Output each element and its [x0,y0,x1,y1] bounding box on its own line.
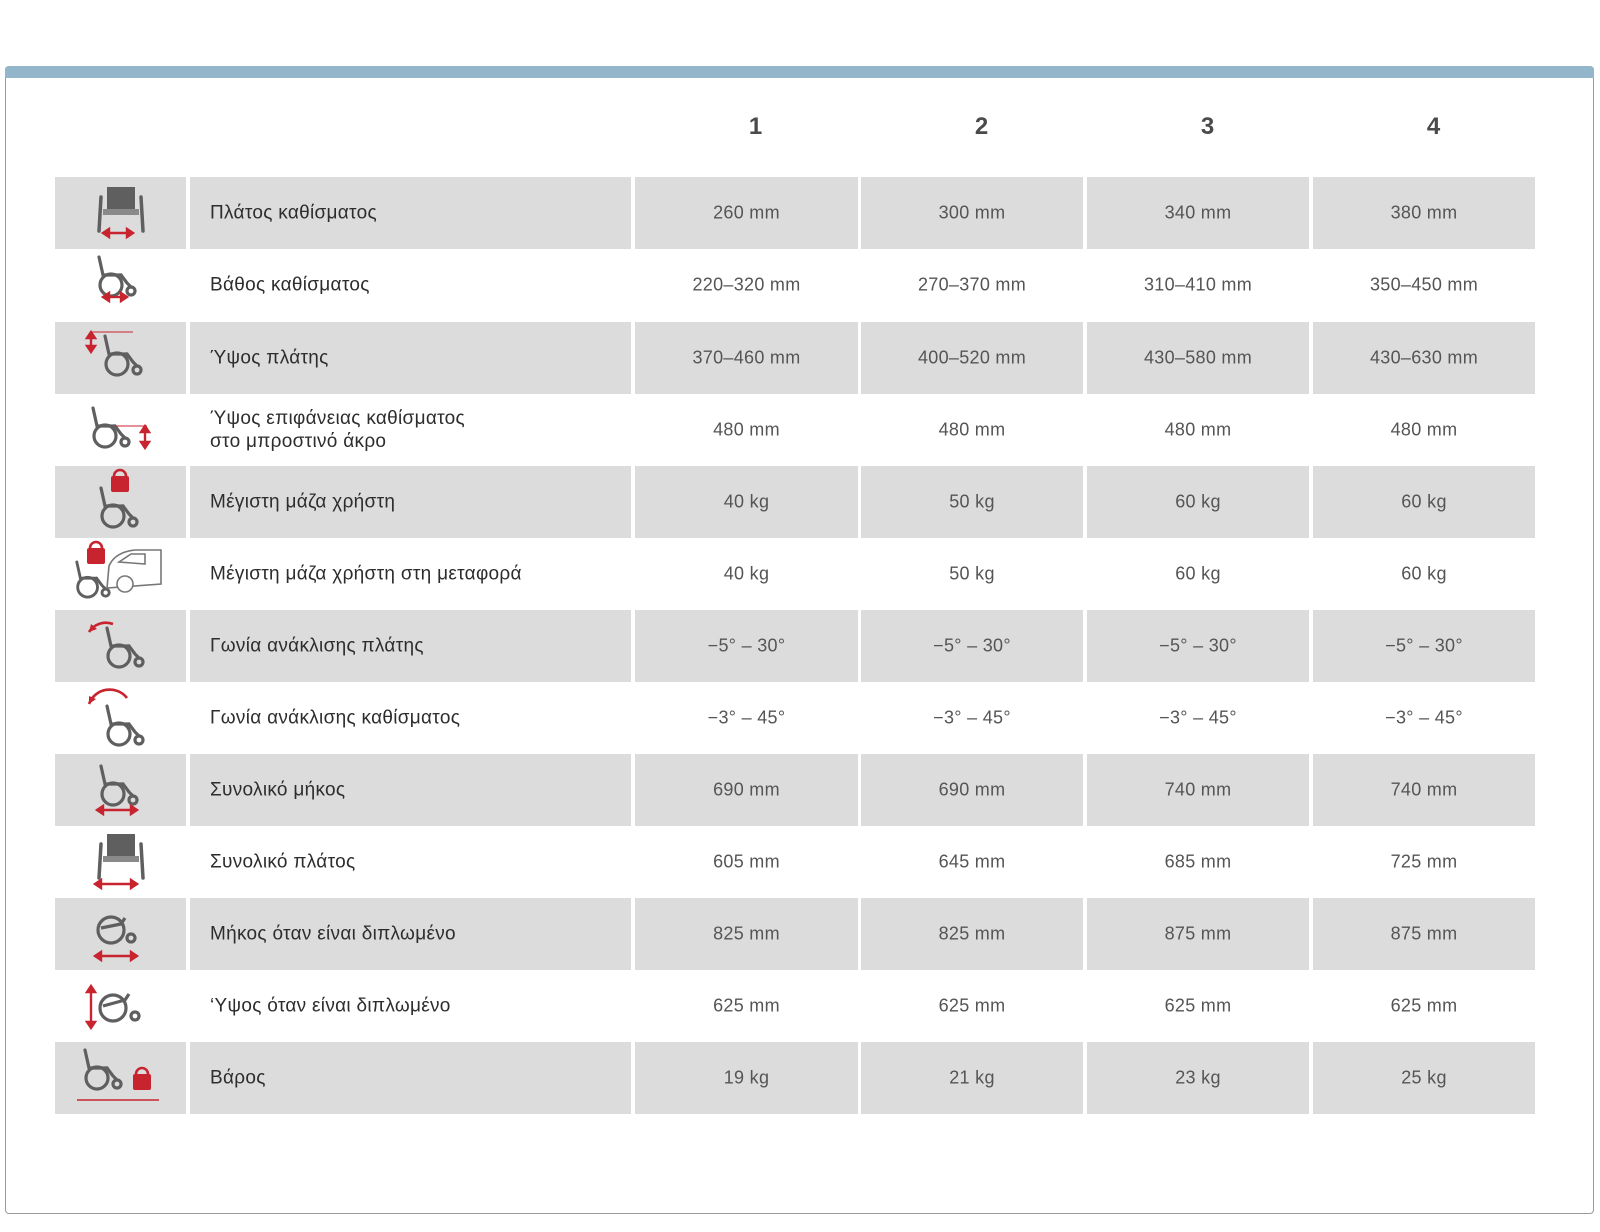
table-row [55,394,1549,466]
row-value: −3° – 45° [707,707,786,728]
table-row [55,249,1549,321]
column-header-3: 3 [1200,113,1215,140]
row-icon-cell [55,538,186,610]
row-label: Μέγιστη μάζα χρήστη [210,491,396,513]
weight-icon [55,1042,186,1114]
row-label-cell [190,177,631,249]
value-cell [861,754,1083,826]
column-header-1: 1 [748,113,763,140]
value-cell [1087,466,1309,538]
card-top-bar [5,66,1594,78]
row-icon-cell [55,466,186,538]
row-icon-cell [55,177,186,249]
value-cell [861,466,1083,538]
row-value: 625 mm [713,995,780,1016]
row-value: 480 mm [938,419,1006,440]
row-label-cell [190,1042,631,1114]
row-icon-cell [55,970,186,1042]
value-cell [1313,898,1535,970]
row-label-cell [190,249,631,321]
max-transport-weight-icon [55,538,186,610]
table-row [55,1042,1549,1114]
row-value: −5° – 30° [933,635,1011,656]
row-label: Μέγιστη μάζα χρήστη στη μεταφορά [210,563,522,585]
row-value: 480 mm [713,419,780,440]
value-cell [861,970,1083,1042]
row-value: 685 mm [1164,851,1232,872]
row-label: Συνολικό πλάτος [210,851,356,873]
value-cell [1313,466,1535,538]
column-header-4: 4 [1426,113,1441,140]
value-cell [635,682,858,754]
value-cell [861,1042,1083,1114]
row-label: Βάρος [210,1067,266,1089]
row-value: 60 kg [1175,563,1221,584]
row-value: 690 mm [713,779,780,800]
row-label: Συνολικό μήκος [210,779,346,801]
row-label-cell [190,826,631,898]
value-cell [861,826,1083,898]
backrest-height-icon [55,322,186,394]
value-cell [635,826,858,898]
row-value: 625 mm [938,995,1006,1016]
value-cell [1313,177,1535,249]
row-value: −3° – 45° [1159,707,1237,728]
table-row [55,538,1549,610]
row-label: Γωνία ανάκλισης πλάτης [210,635,424,657]
value-cell [861,394,1083,466]
table-row [55,610,1549,682]
row-icon-cell [55,322,186,394]
table-row [55,322,1549,394]
value-cell [1087,322,1309,394]
row-value: 50 kg [949,491,995,512]
row-icon-cell [55,249,186,321]
row-value: −5° – 30° [707,635,786,656]
value-cell [1087,682,1309,754]
row-icon-cell [55,826,186,898]
row-label-cell [190,466,631,538]
value-cell [1313,610,1535,682]
row-value: 340 mm [1164,202,1232,223]
table-row [55,754,1549,826]
row-value: 300 mm [938,202,1006,223]
row-label: ‘Υψος όταν είναι διπλωμένο [210,995,451,1017]
value-cell [1313,682,1535,754]
seat-depth-icon [55,249,186,321]
row-value: 60 kg [1175,491,1221,512]
table-row [55,682,1549,754]
row-value: 740 mm [1164,779,1232,800]
row-label: Ύψος πλάτης [210,347,329,369]
row-icon-cell [55,610,186,682]
row-value: 380 mm [1390,202,1458,223]
backrest-recline-icon [55,610,186,682]
row-value: 25 kg [1401,1067,1447,1088]
value-cell [635,466,858,538]
table-row [55,970,1549,1042]
value-cell [1087,754,1309,826]
row-value: 625 mm [1390,995,1458,1016]
row-value: 50 kg [949,563,995,584]
row-value: 430–580 mm [1143,347,1253,368]
value-cell [1087,970,1309,1042]
value-cell [1087,1042,1309,1114]
value-cell [1313,394,1535,466]
row-label: Μήκος όταν είναι διπλωμένο [210,923,456,945]
row-value: −3° – 45° [1385,707,1463,728]
row-value: 60 kg [1401,563,1447,584]
max-user-weight-icon [55,466,186,538]
row-value: 19 kg [723,1067,770,1088]
seat-tilt-icon [55,682,186,754]
value-cell [1087,249,1309,321]
value-cell [1313,970,1535,1042]
seat-front-height-icon [55,394,186,466]
row-value: 725 mm [1390,851,1458,872]
row-icon-cell [55,754,186,826]
value-cell [635,1042,858,1114]
row-value: 220–320 mm [692,274,801,295]
total-length-icon [55,754,186,826]
value-cell [635,322,858,394]
row-value: 625 mm [1164,995,1232,1016]
row-label-cell [190,682,631,754]
value-cell [1087,826,1309,898]
value-cell [635,898,858,970]
row-value: 645 mm [938,851,1006,872]
value-cell [861,610,1083,682]
row-value: 60 kg [1401,491,1447,512]
value-cell [861,249,1083,321]
value-cell [861,322,1083,394]
row-value: 430–630 mm [1369,347,1479,368]
row-value: 825 mm [713,923,780,944]
row-value: 23 kg [1175,1067,1221,1088]
row-value: 400–520 mm [917,347,1027,368]
row-label-cell [190,754,631,826]
row-value: −5° – 30° [1159,635,1237,656]
table-row [55,898,1549,970]
row-value: 270–370 mm [917,274,1027,295]
row-label-cell [190,322,631,394]
value-cell [861,538,1083,610]
value-cell [1313,1042,1535,1114]
value-cell [1313,754,1535,826]
table-row [55,177,1549,249]
value-cell [861,682,1083,754]
row-label: Γωνία ανάκλισης καθίσματος [210,707,461,729]
row-label-cell [190,898,631,970]
row-value: 370–460 mm [692,347,801,368]
row-label: Βάθος καθίσματος [210,274,370,296]
row-value: −5° – 30° [1385,635,1463,656]
value-cell [1313,538,1535,610]
row-value: 480 mm [1390,419,1458,440]
row-value: 350–450 mm [1369,274,1479,295]
row-value: 825 mm [938,923,1006,944]
value-cell [635,177,858,249]
value-cell [861,898,1083,970]
row-value: −3° – 45° [933,707,1011,728]
value-cell [635,610,858,682]
row-value: 875 mm [1164,923,1232,944]
row-icon-cell [55,394,186,466]
row-label: Ύψος επιφάνειας καθίσματος στο μπροστινό άκρο [210,408,465,452]
value-cell [1313,322,1535,394]
value-cell [635,249,858,321]
row-label-cell [190,970,631,1042]
total-width-icon [55,826,186,898]
value-cell [635,754,858,826]
row-label-cell [190,538,631,610]
row-value: 40 kg [723,491,770,512]
column-header-2: 2 [974,113,989,140]
row-icon-cell [55,898,186,970]
folded-height-icon [55,970,186,1042]
seat-width-icon [55,177,186,249]
row-icon-cell [55,1042,186,1114]
row-value: 310–410 mm [1143,274,1253,295]
row-value: 605 mm [713,851,780,872]
row-label-cell [190,610,631,682]
value-cell [1087,610,1309,682]
value-cell [635,394,858,466]
table-row [55,466,1549,538]
row-value: 260 mm [713,202,780,223]
value-cell [635,970,858,1042]
value-cell [1313,249,1535,321]
row-value: 40 kg [723,563,770,584]
value-cell [1313,826,1535,898]
value-cell [635,538,858,610]
row-value: 875 mm [1390,923,1458,944]
row-label: Πλάτος καθίσματος [210,202,377,224]
row-value: 740 mm [1390,779,1458,800]
value-cell [1087,394,1309,466]
value-cell [1087,177,1309,249]
value-cell [1087,538,1309,610]
row-label-cell [190,394,631,466]
row-icon-cell [55,682,186,754]
row-value: 690 mm [938,779,1006,800]
folded-length-icon [55,898,186,970]
row-value: 21 kg [949,1067,995,1088]
value-cell [861,177,1083,249]
table-row [55,826,1549,898]
value-cell [1087,898,1309,970]
row-value: 480 mm [1164,419,1232,440]
